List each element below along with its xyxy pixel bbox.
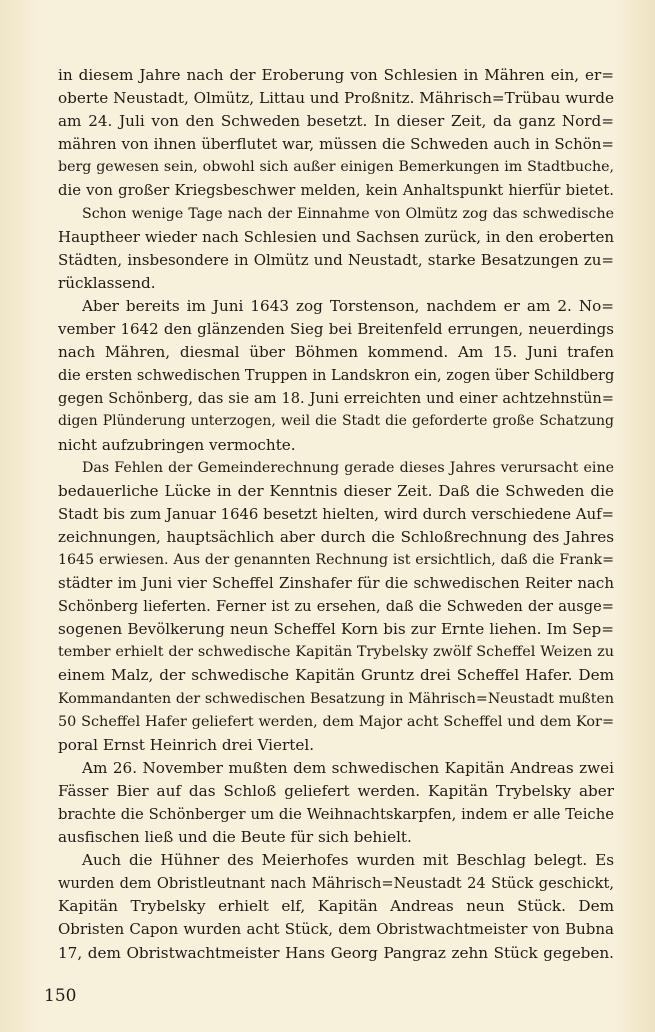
text-line: nicht aufzubringen vermochte. <box>58 435 296 454</box>
text-line: vember 1642 den glänzenden Sieg bei Breitenfeld errungen, neuerdings <box>58 320 614 339</box>
text-line: Fässer Bier auf das Schloß geliefert werden. Kapitän Trybelsky aber <box>58 781 614 800</box>
text-line: gegen Schönberg, das sie am 18. Juni erreichten und einer achtzehnstün= <box>58 390 614 408</box>
page-number: 150 <box>44 986 77 1006</box>
text-line: Obristen Capon wurden acht Stück, dem Obristwachtmeister von Bubna <box>58 920 614 939</box>
text-line: Hauptheer wieder nach Schlesien und Sachsen zurück, in den eroberten <box>58 227 614 246</box>
text-line: Das Fehlen der Gemeinderechnung gerade dieses Jahres verursacht eine <box>82 459 614 476</box>
text-line: bedauerliche Lücke in der Kenntnis dieser Zeit. Daß die Schweden die <box>58 481 614 500</box>
text-line: zeichnungen, hauptsächlich aber durch die Schloßrechnung des Jahres <box>58 527 614 546</box>
text-line: die ersten schwedischen Truppen in Landskron ein, zogen über Schildberg <box>58 367 614 385</box>
paragraph <box>58 203 614 295</box>
text-line: oberte Neustadt, Olmütz, Littau und Proßnitz. Mährisch=Trübau wurde <box>58 89 614 108</box>
text-line: Auch die Hühner des Meierhofes wurden mit Beschlag belegt. Es <box>82 851 614 870</box>
paragraph <box>58 849 614 964</box>
text-line: Kommandanten der schwedischen Besatzung in Mährisch=Neustadt mußten <box>58 690 614 707</box>
text-line: Aber bereits im Juni 1643 zog Torstenson, nachdem er am 2. No= <box>82 296 614 315</box>
text-line: tember erhielt der schwedische Kapitän Trybelsky zwölf Scheffel Weizen zu <box>58 644 614 661</box>
text-line: Schon wenige Tage nach der Einnahme von Olmütz zog das schwedische <box>82 205 614 222</box>
paragraph <box>58 295 614 457</box>
text-line: Stadt bis zum Januar 1646 besetzt hielten, wird durch verschiedene Auf= <box>58 505 614 523</box>
text-line: städter im Juni vier Scheffel Zinshafer für die schwedischen Reiter nach <box>58 574 614 593</box>
text-line: berg gewesen sein, obwohl sich außer einigen Bemerkungen im Stadtbuche, <box>58 159 614 176</box>
paragraph <box>58 457 614 757</box>
text-line: Städten, insbesondere in Olmütz und Neustadt, starke Besatzungen zu= <box>58 250 614 269</box>
text-line: wurden dem Obristleutnant nach Mährisch=Neustadt 24 Stück geschickt, <box>58 875 614 893</box>
paragraph <box>58 757 614 849</box>
text-line: am 24. Juli von den Schweden besetzt. In dieser Zeit, da ganz Nord= <box>58 112 614 131</box>
text-line: ausfischen ließ und die Beute für sich behielt. <box>58 828 412 847</box>
text-line: poral Ernst Heinrich drei Viertel. <box>58 735 315 754</box>
paragraph <box>58 64 614 203</box>
text-line: 17, dem Obristwachtmeister Hans Georg Pangraz zehn Stück gegeben. <box>58 943 614 962</box>
text-line: Kapitän Trybelsky erhielt elf, Kapitän Andreas neun Stück. Dem <box>58 897 614 916</box>
text-line: die von großer Kriegsbeschwer melden, kein Anhaltspunkt hierfür bietet. <box>58 182 614 200</box>
text-line: digen Plünderung unterzogen, weil die Stadt die geforderte große Schatzung <box>58 413 614 430</box>
text-line: in diesem Jahre nach der Eroberung von Schlesien in Mähren ein, er= <box>58 66 614 84</box>
text-line: 50 Scheffel Hafer geliefert werden, dem Major acht Scheffel und dem Kor= <box>58 713 614 730</box>
text-line: mähren von ihnen überflutet war, müssen die Schweden auch in Schön= <box>58 135 614 154</box>
text-line: Am 26. November mußten dem schwedischen Kapitän Andreas zwei <box>82 758 614 777</box>
text-line: sogenen Bevölkerung neun Scheffel Korn bis zur Ernte liehen. Im Sep= <box>58 620 614 639</box>
body-text <box>58 64 614 965</box>
text-line: rücklassend. <box>58 273 156 292</box>
text-line: brachte die Schönberger um die Weihnachtskarpfen, indem er alle Teiche <box>58 806 614 823</box>
text-line: einem Malz, der schwedische Kapitän Gruntz drei Scheffel Hafer. Dem <box>58 666 614 685</box>
text-line: nach Mähren, diesmal über Böhmen kommend. Am 15. Juni trafen <box>58 343 614 362</box>
text-line: Schönberg lieferten. Ferner ist zu ersehen, daß die Schweden der ausge= <box>58 598 614 616</box>
text-line: 1645 erwiesen. Aus der genannten Rechnung ist ersichtlich, daß die Frank= <box>58 551 614 568</box>
